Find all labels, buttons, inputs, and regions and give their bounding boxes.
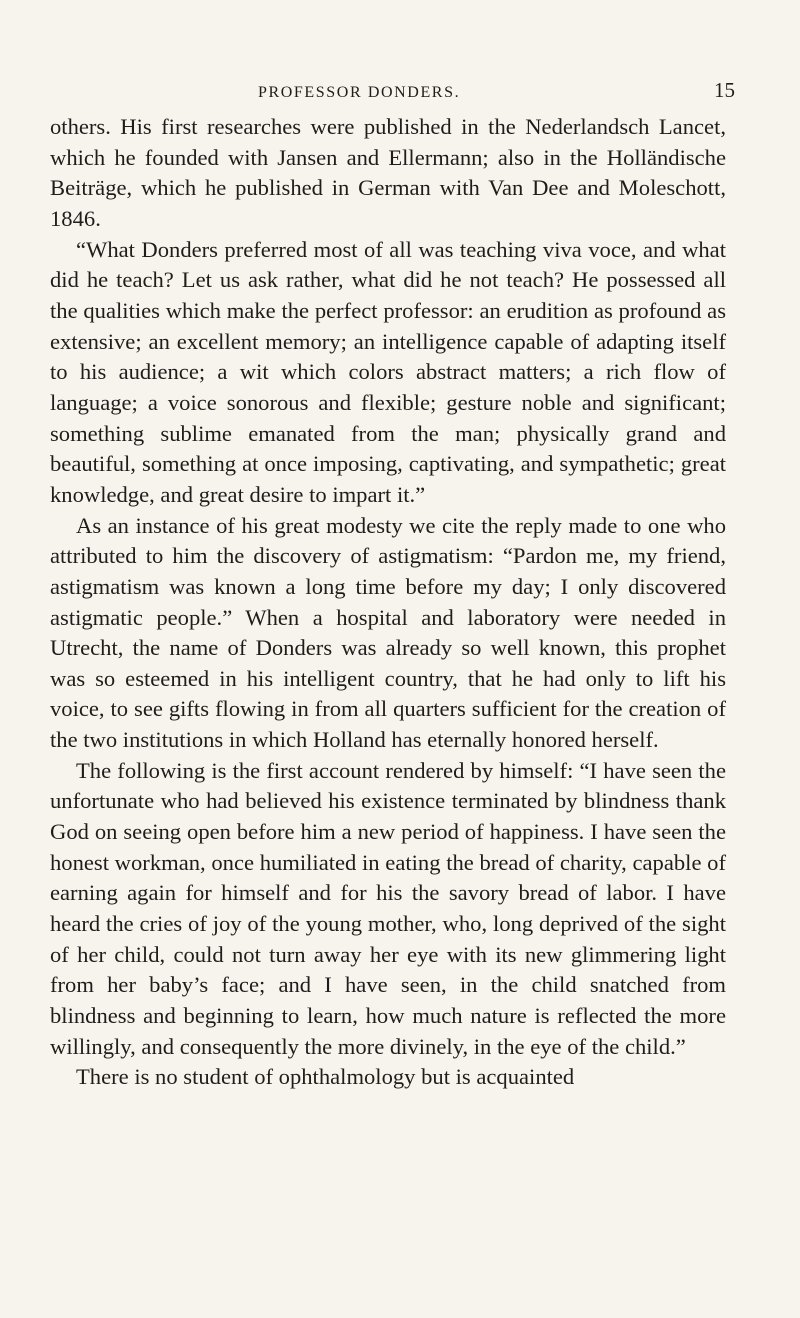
paragraph-5: There is no student of ophthalmology but is acquainted xyxy=(76,1064,575,1090)
body-text xyxy=(50,112,726,1093)
paragraph-2: “What Donders preferred most of all was teaching viva voce, and what did he teach? Let us ask rather, what did he not teach? He possessed all the qualities which make the perfect professor: an erudition as profound as extensive; an excellent memory; an intelligence capable of adapting itself to his audience; a wit which colors abstract matters; a rich flow of language; a voice sonorous and flexible; gesture noble and significant; something sublime emanated from the man; physically grand and beautiful, something at once imposing, captivating, and sympathetic; great knowledge, and great desire to impart it.” xyxy=(50,236,726,507)
page-number: 15 xyxy=(714,78,735,102)
paragraph-3: As an instance of his great modesty we cite the reply made to one who attributed to him the discovery of astigmatism: “Pardon me, my friend, astigmatism was known a long time before my day; I only discovered astigmatic people.” When a hospital and laboratory were needed in Utrecht, the name of Donders was already so well known, this prophet was so esteemed in his intelligent country, that he had only to lift his voice, to see gifts flowing in from all quarters sufficient for the creation of the two institutions in which Holland has eternally honored herself. xyxy=(50,512,726,753)
running-head-title: PROFESSOR DONDERS. xyxy=(258,84,461,101)
paragraph-4: The following is the first account rendered by himself: “I have seen the unfortunate who had believed his existence terminated by blindness thank God on seeing open before him a new period of happiness. I have seen the honest workman, once humiliated in eating the bread of charity, capable of earning again for himself and for his the savory bread of labor. I have heard the cries of joy of the young mother, who, long deprived of the sight of her child, could not turn away her eye with its new glimmering light from her baby’s face; and I have seen, in the child snatched from blindness and beginning to learn, how much nature is reflected the more willingly, and consequently the more divinely, in the eye of the child.” xyxy=(50,757,726,1059)
paragraph-1: others. His first researches were published in the Nederlandsch Lancet, which he founded with Jansen and Ellermann; also in the Holländische Beiträge, which he published in German with Van Dee and Moleschott, 1846. xyxy=(50,114,726,231)
